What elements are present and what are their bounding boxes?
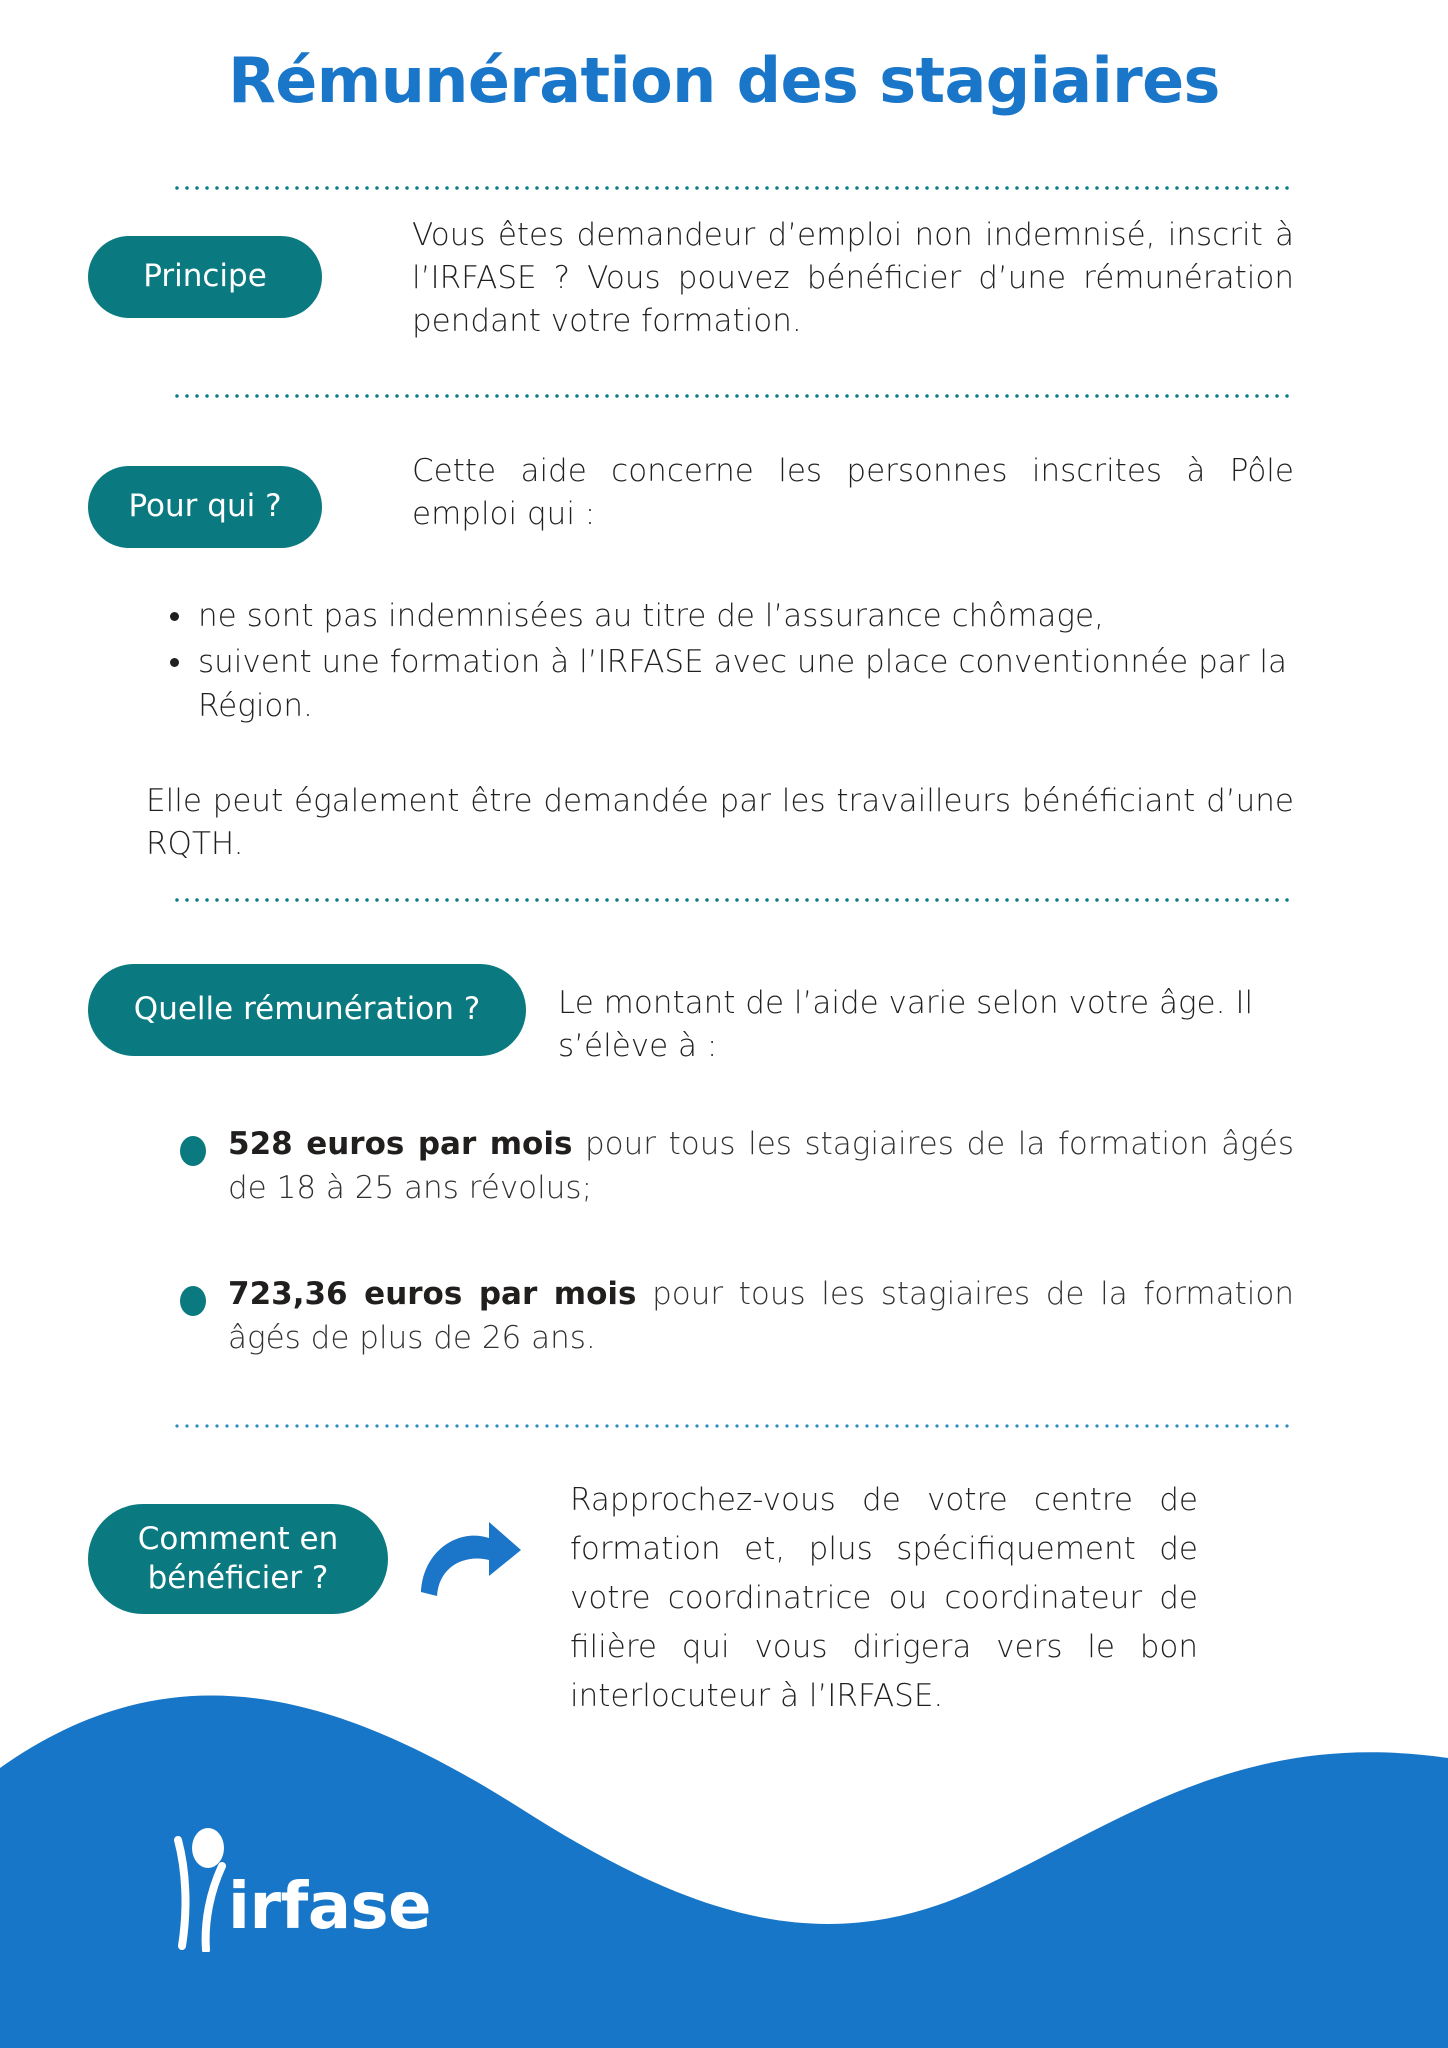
paragraph-quelle-remuneration: Le montant de l’aide varie selon votre âge. Il s’élève à :	[558, 985, 1254, 1064]
note-rqth: Elle peut également être demandée par les travailleurs bénéficiant d’une RQTH.	[146, 783, 1294, 862]
curved-arrow-icon	[415, 1510, 525, 1605]
page-title: Rémunération des stagiaires	[228, 44, 1220, 117]
amount-value-2: 723,36 euros par mois	[228, 1276, 637, 1312]
amount-description-1: pour tous les stagiaires de la formation âgés de 18 à 25 ans révolus;	[228, 1126, 1294, 1207]
amount-item-2	[228, 1272, 1294, 1360]
badge-quelle-remuneration: Quelle rémunération ?	[88, 964, 526, 1056]
amount-item-1	[228, 1122, 1294, 1210]
list-pour-qui	[160, 594, 1300, 730]
badge-comment-en-beneficier: Comment en bénéficier ?	[88, 1504, 388, 1614]
divider-3	[172, 898, 1290, 902]
logo-wordmark: irfase	[228, 1870, 432, 1944]
bullet-dot-icon	[170, 612, 179, 621]
divider-1	[172, 186, 1290, 190]
paragraph-comment-en-beneficier: Rapprochez-vous de votre centre de formation et, plus spécifiquement de votre coordinatrice ou coordinateur de filière qui vous dirigera vers le bon interlocuteur à l’IRFASE.	[570, 1482, 1198, 1714]
list-item-label: ne sont pas indemnisées au titre de l’assurance chômage,	[198, 598, 1104, 634]
list-item	[160, 594, 1300, 638]
paragraph-principe: Vous êtes demandeur d’emploi non indemnisé, inscrit à l’IRFASE ? Vous pouvez bénéficier d’une rémunération pendant votre formation.	[412, 217, 1294, 339]
paragraph-pour-qui: Cette aide concerne les personnes inscrites à Pôle emploi qui :	[412, 453, 1294, 532]
divider-2	[172, 394, 1290, 398]
list-item-label: suivent une formation à l’IRFASE avec une place conventionnée par la Région.	[198, 644, 1287, 725]
amount-value-1: 528 euros par mois	[228, 1126, 573, 1162]
amount-description-2: pour tous les stagiaires de la formation âgés de plus de 26 ans.	[228, 1276, 1294, 1357]
badge-pour-qui: Pour qui ?	[88, 466, 322, 548]
list-item	[160, 640, 1300, 728]
teal-bullet-icon	[180, 1136, 206, 1166]
teal-bullet-icon	[180, 1286, 206, 1316]
bullet-dot-icon	[170, 658, 179, 667]
divider-4	[172, 1424, 1290, 1428]
badge-principe: Principe	[88, 236, 322, 318]
